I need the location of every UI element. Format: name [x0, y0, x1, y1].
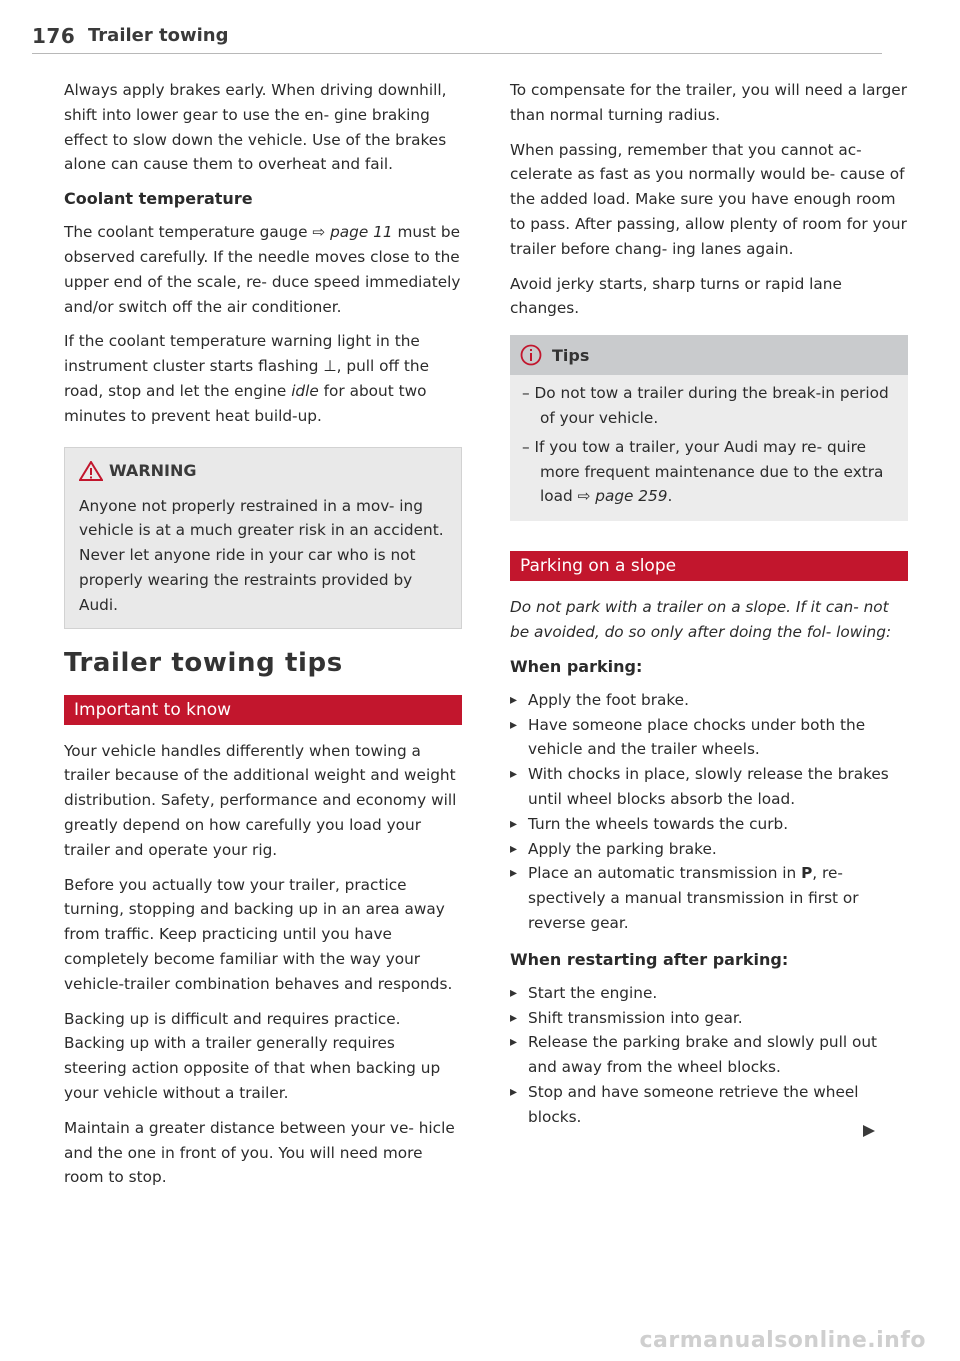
- paragraph-distance: Maintain a greater distance between your ve- hicle and the one in front of you. You will need more room to stop.: [64, 1118, 455, 1187]
- watermark: carmanualsonline.info: [639, 1328, 926, 1353]
- right-column: [510, 78, 908, 1142]
- paragraph-handling: Your vehicle handles differently when towing a trailer because of the additional weight and weight distribution. Safety, performance and economy will greatly depend on how carefully you load your trailer and operate your rig.: [64, 741, 457, 859]
- info-icon: [520, 344, 542, 366]
- paragraph-backing-up: Backing up is difficult and requires practice. Backing up with a trailer generally requires steering action opposite of that when backing up your vehicle without a trailer.: [64, 1009, 441, 1102]
- list-item: ▸ Release the parking brake and slowly pull out and away from the wheel blocks.: [510, 1030, 908, 1080]
- tips-header: Tips: [510, 335, 908, 375]
- parking-slope-title-bar: Parking on a slope: [510, 551, 908, 581]
- paragraph-practice: Before you actually tow your trailer, practice turning, stopping and backing up in an area away from traffic. Keep practicing until you have completely become familiar with the way your vehicle-trailer combination behaves and responds.: [64, 875, 453, 993]
- list-item: ▸ Stop and have someone retrieve the wheel blocks.: [510, 1080, 908, 1130]
- when-parking-heading: When parking:: [510, 656, 643, 676]
- coolant-heading: Coolant temperature: [64, 189, 253, 209]
- parking-intro: Do not park with a trailer on a slope. If it can- not be avoided, do so only after doing the fol- lowing:: [510, 598, 892, 641]
- list-item: ▸ Have someone place chocks under both the vehicle and the trailer wheels.: [510, 713, 908, 763]
- list-item: ▸ Shift transmission into gear.: [510, 1006, 908, 1031]
- paragraph-passing: When passing, remember that you cannot ac- celerate as fast as you normally would be- cause of the added load. Make sure you have enough room to pass. After passing, allow plenty of room for your trailer before chang- ing lanes again.: [510, 140, 907, 258]
- restart-heading: When restarting after parking:: [510, 949, 789, 969]
- tip-item: – Do not tow a trailer during the break-in period of your vehicle.: [522, 384, 889, 427]
- paragraph-turning-radius: To compensate for the trailer, you will need a larger than normal turning radius.: [510, 81, 907, 124]
- paragraph-coolant-gauge: The coolant temperature gauge ⇨ page 11 must be observed carefully. If the needle moves close to the upper end of the scale, re- duce speed immediately and/or switch off the air conditioner.: [64, 223, 461, 316]
- list-item: ▸ With chocks in place, slowly release the brakes until wheel blocks absorb the load.: [510, 762, 908, 812]
- subsection-title-bar: Important to know: [64, 695, 462, 725]
- tips-box: [510, 335, 908, 521]
- running-head: Trailer towing: [88, 25, 229, 46]
- left-column: [64, 78, 462, 1200]
- paragraph-brakes: Always apply brakes early. When driving downhill, shift into lower gear to use the en- gine braking effect to slow down the vehicle. Use of the brakes alone can cause them to overheat and fail.: [64, 81, 447, 174]
- list-item: ▸ Start the engine.: [510, 981, 908, 1006]
- coolant-warning-icon: ⊥: [323, 357, 337, 376]
- warning-triangle-icon: [79, 461, 103, 481]
- list-item: ▸ Place an automatic transmission in P, re- spectively a manual transmission in first or reverse gear.: [510, 861, 908, 935]
- paragraph-avoid-jerky: Avoid jerky starts, sharp turns or rapid lane changes.: [510, 274, 842, 318]
- page-number: 176: [32, 24, 76, 48]
- continue-arrow-icon: [862, 1124, 876, 1138]
- list-item: ▸ Turn the wheels towards the curb.: [510, 812, 908, 837]
- tip-item: – If you tow a trailer, your Audi may re- quire more frequent maintenance due to the extra load ⇨ page 259.: [522, 437, 884, 506]
- list-item: ▸ Apply the parking brake.: [510, 837, 908, 862]
- restart-steps-list: [510, 981, 908, 1130]
- warning-title: WARNING: [79, 460, 447, 482]
- parking-steps-list: [510, 688, 908, 936]
- page-header: [32, 24, 882, 54]
- paragraph-coolant-warning: If the coolant temperature warning light in the instrument cluster starts flashing ⊥, pull off the road, stop and let the engine idle for about two minutes to prevent heat build-up.: [64, 332, 429, 425]
- section-title: Trailer towing tips: [64, 647, 343, 678]
- warning-text: Anyone not properly restrained in a mov- ing vehicle is at a much greater risk in an accident. Never let anyone ride in your car who is not properly wearing the restraints provided by Audi.: [79, 496, 444, 614]
- list-item: ▸ Apply the foot brake.: [510, 688, 908, 713]
- page-259-link[interactable]: ⇨ page 259: [577, 487, 668, 506]
- page-11-link[interactable]: ⇨ page 11: [312, 223, 393, 242]
- warning-box: [64, 447, 462, 629]
